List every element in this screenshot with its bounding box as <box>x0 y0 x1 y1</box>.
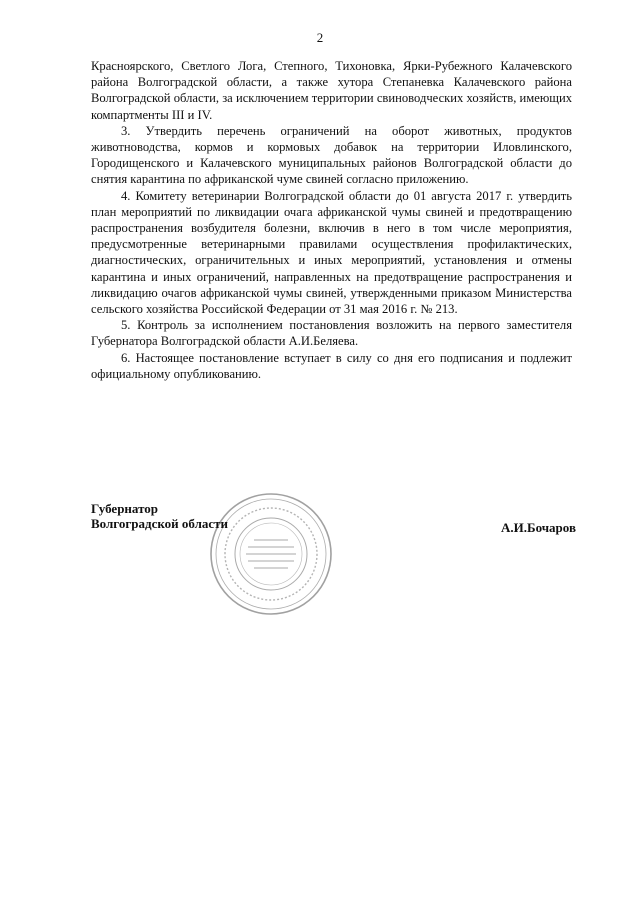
paragraph-item-4: 4. Комитету ветеринарии Волгоградской области до 01 августа 2017 г. утвердить план мероприятий по ликвидации очага африканской чумы свиней и предотвращению распространения возбудителя болезни, включив в него в том числе мероприятия, предусмотренные ветеринарными правилами осуществления профилактических, диагностических, ограничительных и иных мероприятий, установления и отмены карантина и иных ограничений, направленных на предотвращение распространения и ликвидацию очагов африканской чумы свиней, утвержденными приказом Министерства сельского хозяйства Российской Федерации от 31 мая 2016 г. № 213. <box>91 188 572 317</box>
document-body <box>91 58 572 382</box>
paragraph-item-6: 6. Настоящее постановление вступает в силу со дня его подписания и подлежит официальному опубликованию. <box>91 350 572 381</box>
signatory-title-line1: Губернатор <box>91 501 159 516</box>
paragraph-item-5: 5. Контроль за исполнением постановления возложить на первого заместителя Губернатора Волгоградской области А.И.Беляева. <box>91 318 572 349</box>
signatory-title-line2: Волгоградской области <box>91 516 229 531</box>
paragraph-continuation: Красноярского, Светлого Лога, Степного, Тихоновка, Ярки-Рубежного Калачевского района Волгоградской области, а также хутора Степаневка Калачевского района Волгоградской области, за исключением территории свиноводческих хозяйств, имеющих компартменты III и IV. <box>91 59 572 122</box>
page-number: 2 <box>316 30 324 45</box>
paragraph-item-3: 3. Утвердить перечень ограничений на оборот животных, продуктов животноводства, кормов и кормовых добавок на территории Иловлинского, Городищенского и Калачевского муниципальных районов Волгоградской области до снятия карантина по африканской чуме свиней согласно приложению. <box>91 123 572 187</box>
signatory-title <box>91 501 228 531</box>
signatory-name: А.И.Бочаров <box>500 520 576 535</box>
